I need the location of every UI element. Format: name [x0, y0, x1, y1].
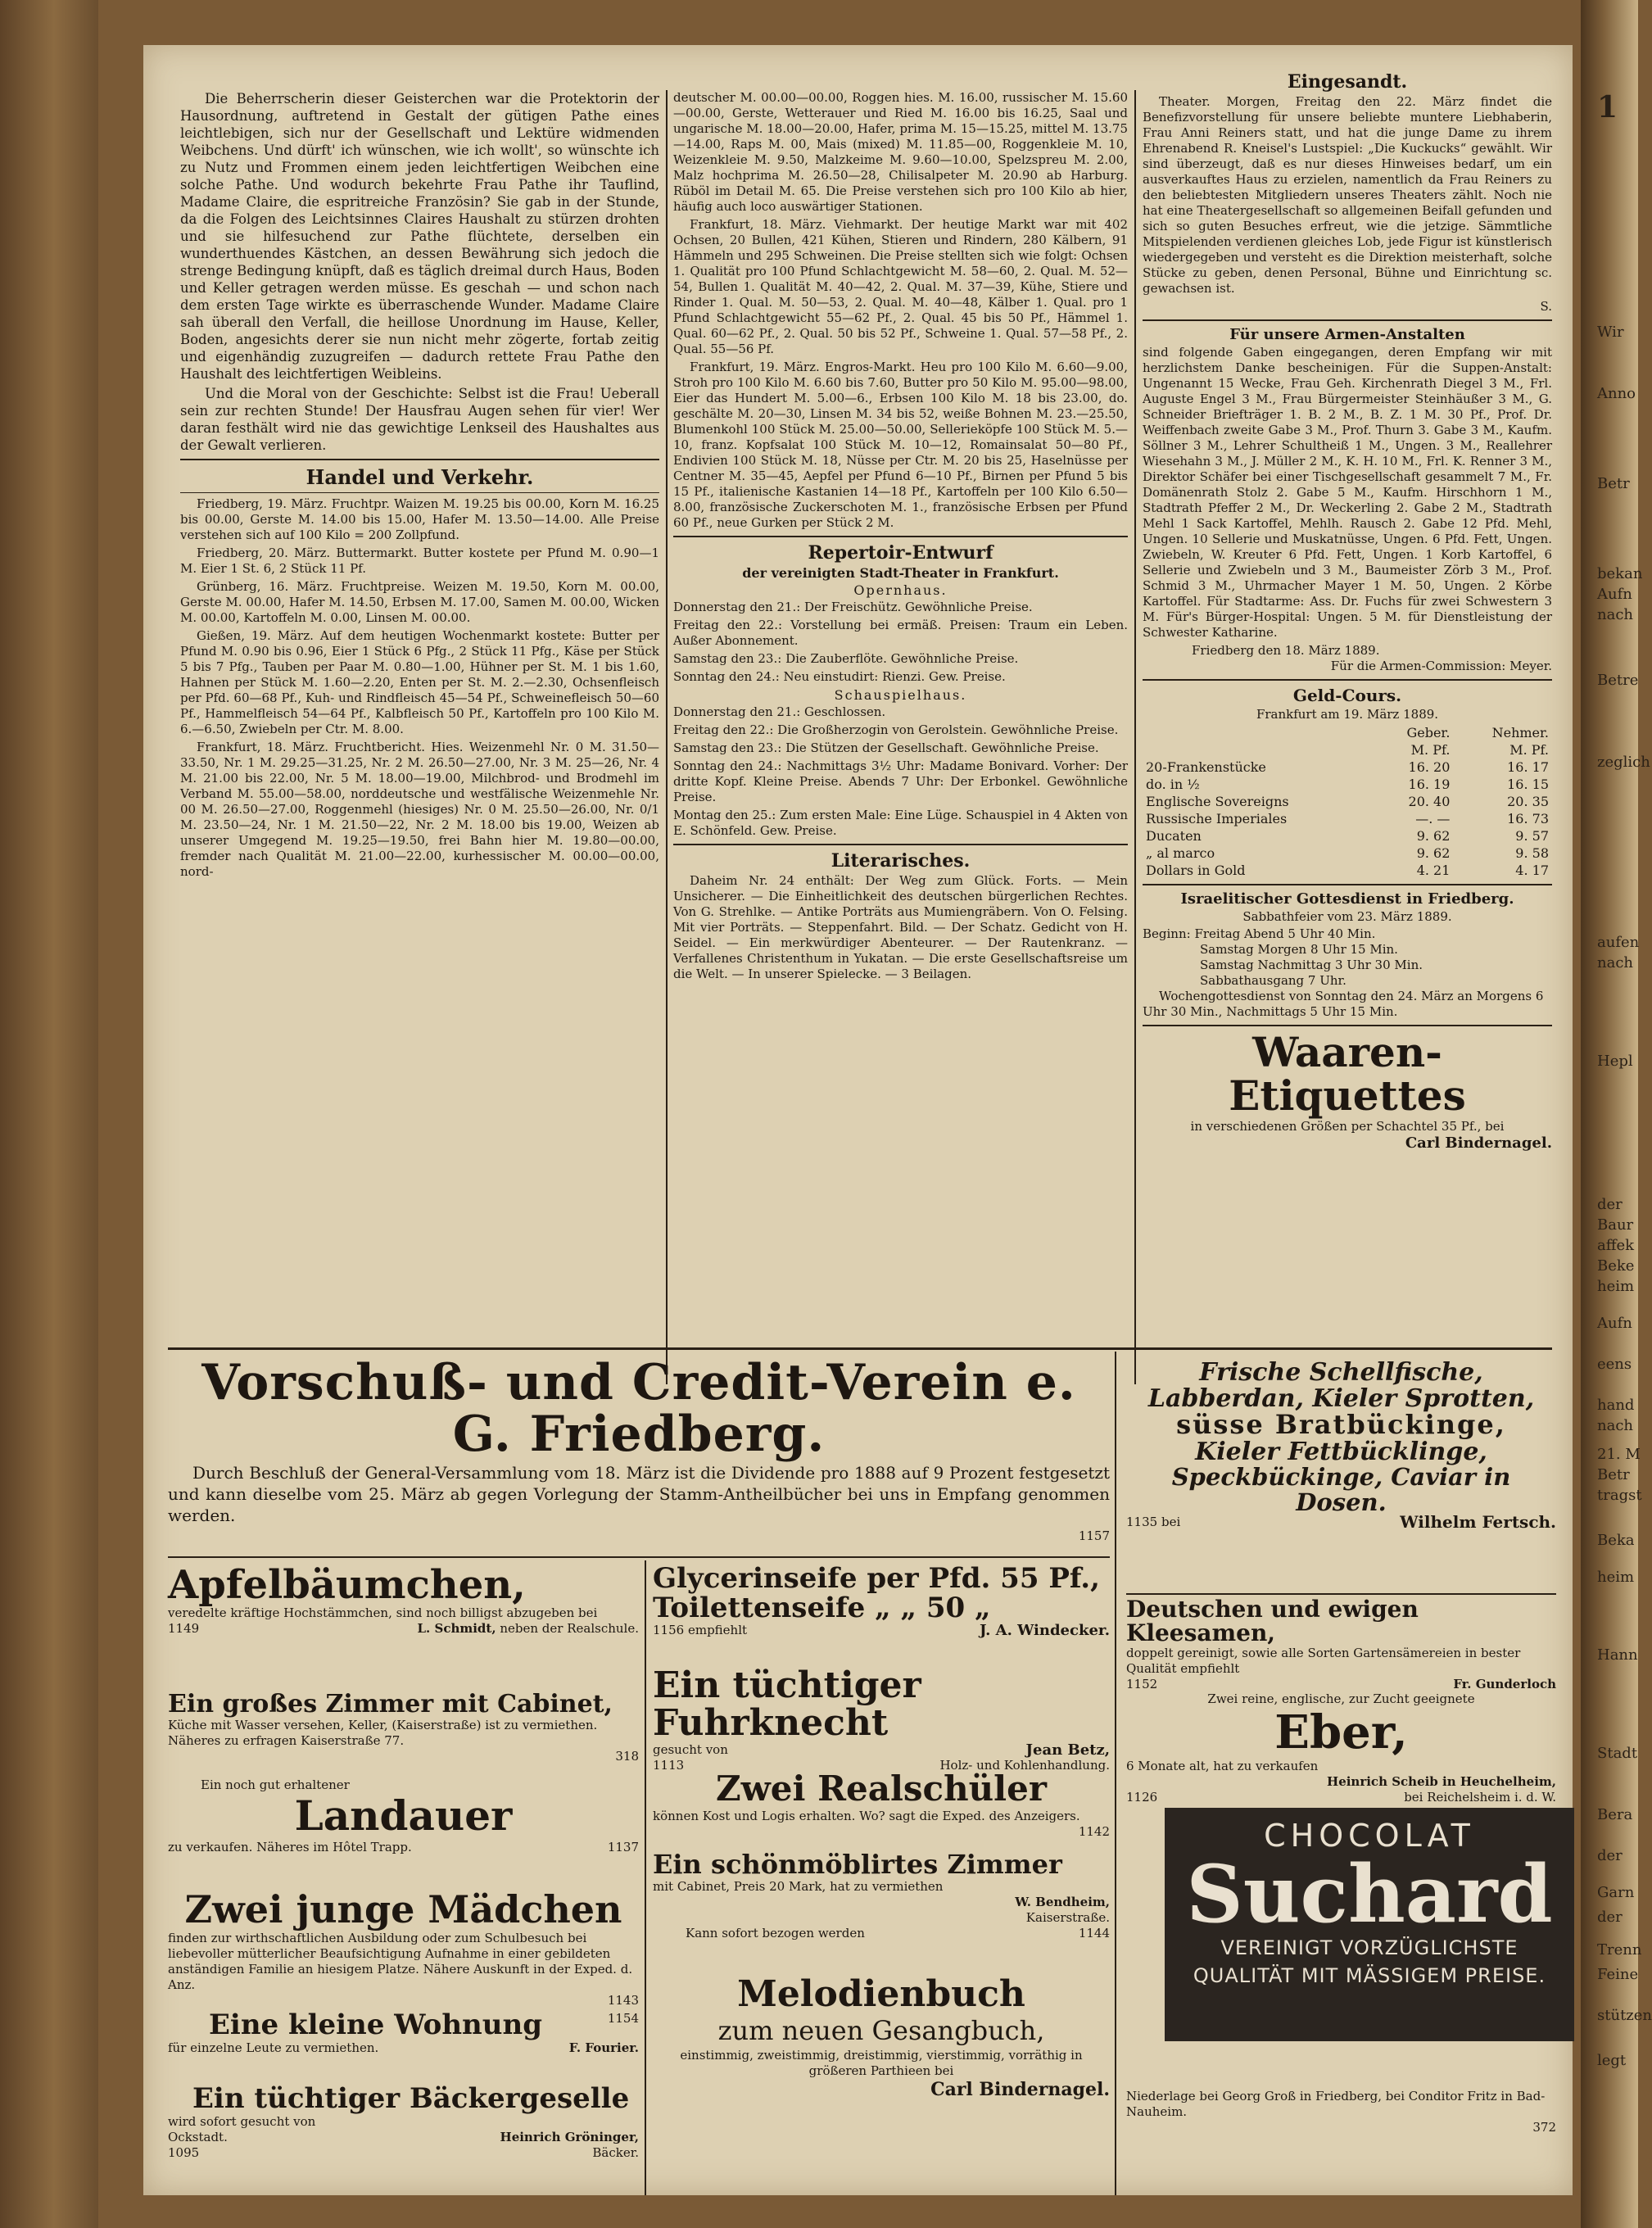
wohnung-number: 1154 — [607, 2011, 639, 2026]
armen-text: sind folgende Gaben eingegangen, deren Empfang wir mit herzlichstem Danke bescheinigen. Für die Suppen-Anstalt: Ungenannt 15 Wecke, Frau Geh. Kirchenrath Diegel 3 M., Frl. Auguste Engel 3 M., Frau Bürgermeister Steinhäußer 3 M., G. Schneider Briefträger 1. B. 2 M., B. Z. 1 M. 30 Pf., Prof. Dr. Weiffenbach zweite Gabe 3 M., Prof. Thurn 3. Gabe 3 M., Kaufm. Söllner 3 M., Lehrer Schultheiß 1 M., Ungen. 3 M., Reallehrer Wiesehahn 3 M., J. Müller 2 M., K. H. 10 M., Frl. K. Renner 3 M., Direktor Schäfer bei einer Tischgesellschaft gesammelt 7 M., Fr. Domänenrath Stolz 2. Gabe 5 M., Kaufm. Hirschhorn 1 M., Stadtrath Pfeffer 2 M., Dr. Weckerling 2. Gabe 2 M., Stadtrath Mehl 1 Sack Kartoffel, Mehlh. Rausch 2. Gabe 12 Pfd. Mehl, Ungen. 10 Sellerie und Muskatnüsse, Ungen. 6 Pfd. Fett, Ungen. Zwiebeln, W. Kreuter 6 Pfd. Fett, Ungen. 1 Korb Kartoffel, 6 Sellerie und Zwiebeln und 3 M., Baumeister Zörb 3 M., Prof. Schmid 3 M., Uhrmacher Mayer 1 M. 50, Ungen. 2 Körbe Kartoffel. Für Stadtarme: Ass. Dr. Fuchs für zwei Schwestern 3 M. Für's Bürger-Hospital: Ungen. 5 M. für Dienstleistung der Schwester Katharine. — [1143, 345, 1552, 640]
geld-subtitle: Frankfurt am 19. März 1889. — [1256, 707, 1439, 722]
edge-fragment: der — [1597, 1909, 1623, 1926]
edge-fragment: Betr — [1597, 1466, 1630, 1483]
ads-inner-rule — [645, 1560, 646, 2195]
gottesdienst-line: Wochengottesdienst von Sonntag den 24. März an Morgens 6 Uhr 30 Min., Nachmittags 5 Uhr 15 Min. — [1143, 989, 1544, 1019]
fuhrknecht-line — [653, 1742, 1110, 1758]
edge-fragment: heim — [1597, 1569, 1635, 1586]
suchard-line-1: VEREINIGT VORZÜGLICHSTE — [1220, 1936, 1518, 1959]
glycerin-sign: J. A. Windecker. — [980, 1622, 1110, 1640]
baecker-title: Ein tüchtiger Bäckergeselle — [192, 2082, 630, 2115]
landauer-pre: Ein noch gut erhaltener — [201, 1777, 350, 1792]
maedchen-number: 1143 — [607, 1993, 639, 2008]
edge-fragment: zeglich — [1597, 754, 1650, 771]
schauspiel-entry: Samstag den 23.: Die Stützen der Gesellschaft. Gewöhnliche Preise. — [673, 740, 1099, 755]
realschueler-ad — [653, 1769, 1110, 1847]
opern-entry: Sonntag den 24.: Neu einstudirt: Rienzi. Gew. Preise. — [673, 669, 1006, 684]
gottesdienst-line: Sabbathausgang 7 Uhr. — [1200, 973, 1346, 988]
realschueler-text: können Kost und Logis erhalten. Wo? sagt die Exped. des Anzeigers. — [653, 1809, 1080, 1824]
story-text: Die Beherrscherin dieser Geisterchen war die Protektorin der Hausordnung, auftretend in Gestalt der gütigen Pathe eines leichtlebigen, sich nur der Gesellschaft und Lektüre widmenden Weibchens. Und dürft' ich wünschen, wie ich wollt', so wünschte ich zu Nutz und Frommen einem jeden leichtfertigen Weibchen eine solche Pathe. Und wodurch bekehrte Frau Pathe ihr Tauflind, Madame Claire, die espritreiche Französin? Sie gab in der Stunde, da die Folgen des Leichtsinnes Claires Haushalt zu stürzen drohten und sie hilfesuchend zur Pathe flüchtete, derselben ein wunderthuendes Kästchen, an dessen Bewährung sich jedoch die strenge Bedingung knüpft, daß es täglich dreimal durch Haus, Boden und Keller getragen werden müsse. Es geschah — und schon nach dem ersten Tage wirkte es überraschende Wunder. Madame Claire sah überall den Verfall, die heillose Unordnung im Hause, Keller, Boden, angesichts derer sie nun nicht mehr zögerte, fortab zeitig und eigenhändig zuzugreifen — dadurch rettete Frau Pathe den Haushalt des leichtfertigen Weibleins. — [180, 91, 659, 382]
fisch-line: Speckbückinge, Caviar in Dosen. — [1171, 1463, 1511, 1516]
vorschuss-ad — [168, 1356, 1110, 1552]
suchard-text: Niederlage bei Georg Groß in Friedberg, bei Conditor Fritz in Bad-Nauheim. — [1126, 2089, 1546, 2119]
table-row: Ducaten 9. 62 9. 57 — [1146, 828, 1549, 844]
table-header: Geber. Nehmer. — [1406, 725, 1549, 740]
melodie-title: Melodienbuch — [737, 1973, 1025, 2015]
eber-text: 6 Monate alt, hat zu verkaufen — [1126, 1758, 1319, 1773]
glycerin-line-2: Toilettenseife „ „ 50 „ — [653, 1591, 991, 1624]
fisch-line: Frische Schellfische, — [1199, 1358, 1483, 1387]
column-rule — [1134, 90, 1136, 1384]
waaren-sign: Carl Bindernagel. — [1405, 1134, 1552, 1152]
repertoir-title: Repertoir-Entwurf — [808, 542, 993, 564]
zimmer-text: Küche mit Wasser versehen, Keller, (Kaiserstraße) ist zu vermiethen. Näheres zu erfragen Kaiserstraße 77. — [168, 1717, 598, 1748]
opern-entry: Donnerstag den 21.: Der Freischütz. Gewöhnliche Preise. — [673, 600, 1033, 614]
suchard-line-2: QUALITÄT MIT MÄSSIGEM PREISE. — [1193, 1963, 1546, 1987]
table-row: Englische Sovereigns 20. 40 20. 35 — [1146, 794, 1549, 809]
apfel-sign: L. Schmidt, neben der Realschule. — [417, 1621, 639, 1637]
edge-fragment: nach — [1597, 1417, 1633, 1434]
apfel-text: veredelte kräftige Hochstämmchen, sind noch billigst abzugeben bei — [168, 1605, 598, 1621]
divider — [1143, 1025, 1552, 1026]
baecker-sign-2: Bäcker. — [592, 2144, 639, 2160]
moebl-title: Ein schönmöblirtes Zimmer — [653, 1849, 1062, 1880]
eber-sign: Heinrich Scheib in Heuchelheim, — [1327, 1773, 1556, 1789]
column-rule — [666, 90, 668, 1384]
edge-fragment: Betr — [1597, 475, 1630, 492]
handel-item: Grünberg, 16. März. Fruchtpreise. Weizen M. 19.50, Korn M. 00.00, Gerste M. 00.00, Hafer M. 14.50, Erbsen M. 17.00, Samen M. 00.00, Wicken M. 00.00, Kartoffeln M. 0.00, Linsen M. 00.00. — [180, 579, 659, 625]
edge-fragment: Hann — [1597, 1646, 1638, 1664]
maedchen-ad — [168, 1888, 639, 2011]
divider — [180, 492, 659, 493]
edge-fragment: affek — [1597, 1237, 1635, 1254]
ads-divider — [168, 1347, 1552, 1350]
edge-fragment: Betre — [1597, 672, 1639, 689]
edge-fragment: Hepl — [1597, 1053, 1633, 1070]
table-units: M. Pf. M. Pf. — [1410, 742, 1549, 758]
edge-fragment: Beka — [1597, 1532, 1635, 1549]
handel-item: Frankfurt, 19. März. Engros-Markt. Heu pro 100 Kilo M. 6.60—9.00, Stroh pro 100 Kilo M. 6.60 bis 7.60, Butter pro 50 Kilo M. 95.00—98.00, Eier das Hundert M. 5.00—6., Erbsen 100 Kilo M. 18 bis 23.00, do. geschälte M. 20—30, Linsen M. 34 bis 52, weiße Bohnen M. 23.—25.50, Blumenkohl 100 Stück M. 25.00—50.00, Sellerieköpfe 100 Stück M. 5.—10, franz. Kopfsalat 100 Stück M. 10—12, Romainsalat 50—80 Pf., Endivien 100 Stück M. 18, Nüsse per Ctr. M. 20 bis 25, Haselnüsse per Centner M. 35—45, Aepfel per Pfund 6—10 Pf., Birnen per Pfund 5 bis 15 Pf., italienische Kastanien 14—18 Pf., Kartoffeln per 100 Kilo 6.50—8.00, französische Zuckerschoten M. 1., französische Erbsen per Pfund 60 Pf., neue Gurken per Stück 2 M. — [673, 360, 1128, 530]
schauspiel-entry: Montag den 25.: Zum ersten Male: Eine Lüge. Schauspiel in 4 Akten von E. Schönfeld. Gew. Preise. — [673, 808, 1128, 838]
glycerin-pre: 1156 empfiehlt — [653, 1623, 748, 1638]
apfel-number: 1149 — [168, 1621, 200, 1637]
armen-sign: Für die Armen-Commission: Meyer. — [1330, 659, 1552, 673]
klee-title: Deutschen und ewigen Kleesamen, — [1126, 1596, 1419, 1647]
zimmer-ad — [168, 1691, 639, 1782]
moebl-ad — [653, 1851, 1110, 1974]
waaren-line: in verschiedenen Größen per Schachtel 35 Pf., bei — [1190, 1119, 1505, 1134]
vorschuss-title: Vorschuß- und Credit-Verein e. G. Friedberg. — [201, 1354, 1076, 1463]
column-3 — [1143, 70, 1552, 1384]
opern-entry: Samstag den 23.: Die Zauberflöte. Gewöhnliche Preise. — [673, 651, 1019, 666]
divider — [1126, 1593, 1556, 1595]
fuhrknecht-number: 1113 — [653, 1758, 685, 1773]
fuhrknecht-sign: Jean Betz, — [1025, 1741, 1110, 1759]
vorschuss-text: Durch Beschluß der General-Versammlung vom 18. März ist die Dividende pro 1888 auf 9 Prozent festgesetzt und kann dieselbe vom 25. März ab gegen Vorlegung der Stamm-Antheilbücher bei uns in Empfang genommen werden. — [168, 1463, 1110, 1525]
eber-footer — [1126, 1790, 1556, 1805]
edge-fragment: der — [1597, 1196, 1623, 1213]
edge-fragment: eens — [1597, 1356, 1632, 1373]
divider — [673, 844, 1128, 845]
gottesdienst-line: Beginn: Freitag Abend 5 Uhr 40 Min. — [1143, 926, 1376, 941]
gottesdienst-line: Samstag Nachmittag 3 Uhr 30 Min. — [1200, 958, 1423, 972]
fisch-footer — [1126, 1511, 1556, 1532]
landauer-text: zu verkaufen. Näheres im Hôtel Trapp. — [168, 1839, 412, 1854]
adjacent-page-edge — [1581, 0, 1652, 2228]
handel-item: Friedberg, 20. März. Buttermarkt. Butter kostete per Pfund M. 0.90—1 M. Eier 1 St. 6, 2 Stück 11 Pf. — [180, 546, 659, 576]
divider — [1143, 679, 1552, 681]
opern-entry: Freitag den 22.: Vorstellung bei ermäß. Preisen: Traum ein Leben. Außer Abonnement. — [673, 618, 1128, 648]
table-row: 20-Frankenstücke 16. 20 16. 17 — [1146, 759, 1549, 775]
baecker-number: 1095 — [168, 2144, 200, 2160]
edge-fragment: aufen — [1597, 934, 1640, 951]
edge-fragment: hand — [1597, 1397, 1635, 1414]
vorschuss-number: 1157 — [1078, 1528, 1110, 1543]
wohnung-title: Eine kleine Wohnung — [209, 2008, 542, 2041]
landauer-title: Landauer — [294, 1791, 513, 1840]
moebl-sign: W. Bendheim, Kaiserstraße. — [1015, 1894, 1110, 1925]
apfel-title: Apfelbäumchen, — [168, 1562, 526, 1608]
divider — [1143, 319, 1552, 321]
baecker-ad — [168, 2082, 639, 2191]
armen-title: Für unsere Armen-Anstalten — [1229, 326, 1465, 343]
fisch-ad — [1126, 1360, 1556, 1589]
glycerin-ad — [653, 1562, 1110, 1667]
fuhrknecht-ad — [653, 1664, 1110, 1773]
divider — [180, 459, 659, 460]
moebl-footer — [653, 1926, 1110, 1941]
edge-fragment: Feine — [1597, 1966, 1639, 1983]
edge-fragment: Baur — [1597, 1216, 1634, 1234]
handel-title: Handel und Verkehr. — [306, 465, 534, 489]
geld-title: Geld-Cours. — [1292, 686, 1402, 705]
eber-pre: Zwei reine, englische, zur Zucht geeignete — [1207, 1691, 1475, 1706]
fuhrknecht-sign-2: Holz- und Kohlenhandlung. — [939, 1758, 1110, 1773]
eingesandt-sign: S. — [1540, 299, 1552, 314]
moebl-text: mit Cabinet, Preis 20 Mark, hat zu vermiethen — [653, 1878, 944, 1894]
edge-fragment: legt — [1597, 2052, 1627, 2069]
edge-fragment: Stadt — [1597, 1745, 1638, 1762]
edge-fragment: 21. M — [1597, 1446, 1641, 1463]
fuhrknecht-text: gesucht von — [653, 1742, 728, 1758]
edge-fragment: bekan — [1597, 565, 1643, 582]
lit-title: Literarisches. — [831, 850, 971, 872]
table-row: do. in ½ 16. 19 16. 15 — [1146, 777, 1549, 792]
edge-fragment: heim — [1597, 1278, 1635, 1295]
baecker-footer-2 — [168, 2145, 639, 2161]
melodie-sign: Carl Bindernagel. — [930, 2079, 1110, 2101]
suchard-top: CHOCOLAT — [1264, 1818, 1475, 1854]
handel-item: Friedberg, 19. März. Fruchtpr. Waizen M. 19.25 bis 00.00, Korn M. 16.25 bis 00.00, Gerste M. 14.00 bis 15.00, Hafer M. 13.50—14.00. Alle Preise verstehen sich auf 100 Kilo = 200 Zollpfund. — [180, 496, 659, 542]
opernhaus-heading: Opernhaus. — [853, 582, 948, 598]
story-moral: Und die Moral von der Geschichte: Selbst ist die Frau! Ueberall sein zur rechten Stunde! Der Hausfrau Augen sehen für vier! Wer daran festhält wird nie das gewichtige Lenkseil des Haushaltes aus der Gewalt verlieren. — [180, 386, 659, 453]
edge-fragment: Trenn — [1597, 1941, 1642, 1959]
edge-fragment: nach — [1597, 606, 1633, 623]
edge-fragment: Aufn — [1597, 1315, 1632, 1332]
wohnung-sign: F. Fourier. — [568, 2040, 639, 2055]
eber-number: 1126 — [1126, 1789, 1158, 1805]
table-row: Dollars in Gold 4. 21 4. 17 — [1146, 863, 1549, 878]
edge-fragment: Garn — [1597, 1884, 1635, 1901]
handel-item: Frankfurt, 18. März. Fruchtbericht. Hies. Weizenmehl Nr. 0 M. 31.50—33.50, Nr. 1 M. 29.25—31.25, Nr. 2 M. 26.50—27.00, Nr. 3 M. 25—26, Nr. 4 M. 21.00 bis 22.00, Nr. 5 M. 18.00—19.00, Milchbrod- und Brodmehl im Verband M. 55.00—58.00, norddeutsche und westfälische Weizenmehle Nr. 00 M. 26.50—27.00, Roggenmehl (hiesiges) Nr. 0 M. 25.50—26.00, Nr. 0/1 M. 23.50—24, Nr. 1 M. 21.50—22, Nr. 2 M. 18.00 bis 19.00, Weizen ab unserer Umgegend M. 19.25—19.50, frei Bahn hier M. 19.80—00.00, fremder nach Qualität M. 21.00—22.00, kurhessischer M. 00.00—00.00, nord- — [180, 740, 659, 879]
eber-sign-2: bei Reichelsheim i. d. W. — [1404, 1789, 1556, 1805]
wohnung-ad — [168, 2008, 639, 2093]
suchard-ad — [1165, 1808, 1574, 2041]
suchard-name: Suchard — [1186, 1848, 1553, 1940]
melodie-subtitle: zum neuen Gesangbuch, — [717, 2015, 1045, 2047]
edge-fragment: Aufn — [1597, 586, 1632, 603]
fisch-line: Labberdan, Kieler Sprotten, — [1147, 1383, 1535, 1413]
moebl-text-2: Kann sofort bezogen werden — [686, 1925, 865, 1940]
fuhrknecht-title: Ein tüchtiger Fuhrknecht — [653, 1664, 921, 1745]
maedchen-text: finden zur wirthschaftlichen Ausbildung oder zum Schulbesuch bei liebevoller mütterlicher Beaufsichtigung Aufnahme in einer gebildeten anständigen Familie an hiesigem Platze. Nähere Auskunft in der Exped. d. Anz. — [168, 1931, 633, 1993]
divider — [673, 536, 1128, 537]
waaren-title: Waaren-Etiquettes — [1229, 1028, 1466, 1120]
landauer-ad — [168, 1777, 639, 1884]
geld-table — [1143, 724, 1552, 879]
edge-fragment: tragst — [1597, 1487, 1642, 1504]
schauspiel-entry: Sonntag den 24.: Nachmittags 3½ Uhr: Madame Bonivard. Vorher: Der dritte Kopf. Kleine Preise. Abends 7 Uhr: Der Erbonkel. Gewöhnliche Preise. — [673, 759, 1128, 804]
schauspiel-entry: Freitag den 22.: Die Großherzogin von Gerolstein. Gewöhnliche Preise. — [673, 722, 1119, 737]
zimmer-title: Ein großes Zimmer mit Cabinet, — [168, 1690, 613, 1719]
column-2 — [673, 90, 1128, 1384]
klee-number: 1152 — [1126, 1676, 1158, 1691]
book-binding — [0, 0, 98, 2228]
realschueler-title: Zwei Realschüler — [715, 1768, 1047, 1809]
handel-item: deutscher M. 00.00—00.00, Roggen hies. M. 16.00, russischer M. 15.60—00.00, Gerste, Wetterauer und Ried M. 16.00 bis 16.25, Saal und ungarische M. 18.00—20.00, Hafer, prima M. 15—15.25, mittel M. 13.75—14.00, Raps M. 00, Mais (mixed) M. 11.85—00, Roggenkleie M. 10, Weizenkleie M. 9.50, Malzkeime M. 9.60—10.00, Spelzspreu M. 2.00, Malz hochprima M. 26.50—28, Chilisalpeter M. 20.90 ab Harburg. Rüböl im Detail M. 65. Die Preise verstehen sich pro 100 Kilo ab hier, häufig auch loco auswärtiger Stationen. — [673, 90, 1128, 214]
table-row: Russische Imperiales —. — 16. 73 — [1146, 811, 1549, 826]
repertoir-subtitle: der vereinigten Stadt-Theater in Frankfurt. — [742, 565, 1059, 581]
glycerin-line-1: Glycerinseife per Pfd. 55 Pf., — [653, 1562, 1100, 1595]
fisch-line: süsse Bratbückinge, — [1176, 1409, 1506, 1440]
edge-fragment: 1 — [1597, 90, 1618, 125]
schauspiel-entry: Donnerstag den 21.: Geschlossen. — [673, 704, 886, 719]
baecker-footer — [168, 2130, 639, 2145]
wohnung-footer — [168, 2040, 639, 2056]
klee-footer — [1126, 1677, 1556, 1692]
edge-fragment: Bera — [1597, 1806, 1633, 1823]
klee-ad — [1126, 1597, 1556, 1691]
baecker-text: wird sofort gesucht von — [168, 2113, 316, 2129]
apfel-footer — [168, 1621, 639, 1637]
fisch-line: Kieler Fettbücklinge, — [1195, 1437, 1487, 1466]
edge-fragment: Beke — [1597, 1257, 1635, 1275]
gottesdienst-subtitle: Sabbathfeier vom 23. März 1889. — [1242, 909, 1452, 924]
divider — [168, 1556, 1110, 1558]
melodie-ad — [653, 1974, 1110, 2187]
eber-title: Eber, — [1274, 1705, 1408, 1759]
edge-fragment: Wir — [1597, 324, 1624, 341]
armen-date: Friedberg den 18. März 1889. — [1192, 643, 1380, 658]
edge-fragment: Anno — [1597, 385, 1636, 402]
handel-item: Frankfurt, 18. März. Viehmarkt. Der heutige Markt war mit 402 Ochsen, 20 Bullen, 421 Kühen, Stieren und Rindern, 280 Kälbern, 91 Hämmeln und 295 Schweinen. Die Preise stellten sich wie folgt: Ochsen 1. Qualität pro 100 Pfund Schlachtgewicht M. 58—60, 2. Qual. M. 52—54, Bullen 1. Qualität M. 40—42, 2. Qual. M. 37—39, Kühe, Stiere und Rinder 1. Qual. M. 50—53, 2. Qual. M. 40—48, Kälber 1. Qual. pro 1 Pfund Schlachtgewicht 55—62 Pf., 2. Qual. 45 bis 50 Pf., Hämmel 1. Qual. 60—62 Pf., 2. Qual. 50 bis 52 Pf., Schweine 1. Qual. 57—58 Pf., 2. Qual. 55—56 Pf. — [673, 217, 1128, 356]
gottesdienst-title: Israelitischer Gottesdienst in Friedberg. — [1180, 890, 1514, 908]
ads-column-rule — [1115, 1352, 1116, 2195]
suchard-number: 372 — [1532, 2120, 1556, 2135]
landauer-footer — [168, 1840, 639, 1855]
schauspielhaus-heading: Schauspielhaus. — [834, 687, 967, 703]
wohnung-header — [168, 2008, 639, 2041]
handel-item: Gießen, 19. März. Auf dem heutigen Wochenmarkt kostete: Butter per Pfund M. 0.90 bis 0.96, Eier 1 Stück 6 Pfg., 2 Stück 11 Pfg., Käse per Stück 5 bis 7 Pfg., Tauben per Paar M. 0.80—1.00, Hühner per St. M. 1 bis 1.60, Hahnen per Stück M. 1.60—2.20, Enten per St. M. 2.—2.30, Ochsenfleisch per Pfd. 60—68 Pf., Kuh- und Rindfleisch 45—54 Pf., Schweinefleisch 50—60 Pf., Hammelfleisch 54—64 Pf., Kalbfleisch 50 Pf., Kartoffeln pro 100 Kilo M. 6.—6.50, Zwiebeln per Ctr. M. 8.00. — [180, 628, 659, 736]
baecker-place: Ockstadt. — [168, 2129, 228, 2144]
fisch-number: 1135 bei — [1126, 1514, 1181, 1529]
landauer-number: 1137 — [607, 1839, 639, 1854]
edge-fragment: stützen — [1597, 2007, 1652, 2024]
eingesandt-title: Eingesandt. — [1287, 71, 1408, 93]
klee-sign: Fr. Gunderloch — [1453, 1676, 1556, 1691]
realschueler-number: 1142 — [1078, 1824, 1110, 1840]
fisch-sign: Wilhelm Fertsch. — [1400, 1511, 1556, 1532]
klee-text: doppelt gereinigt, sowie alle Sorten Gartensämereien in bester Qualität empfiehlt — [1126, 1645, 1521, 1676]
wohnung-text: für einzelne Leute zu vermiethen. — [168, 2040, 379, 2055]
table-row: „ al marco 9. 62 9. 58 — [1146, 845, 1549, 861]
suchard-caption — [1126, 2089, 1556, 2154]
column-1 — [180, 90, 659, 1335]
gottesdienst-line: Samstag Morgen 8 Uhr 15 Min. — [1200, 942, 1398, 957]
divider — [1143, 884, 1552, 885]
glycerin-footer — [653, 1623, 1110, 1638]
maedchen-title: Zwei junge Mädchen — [184, 1887, 622, 1931]
eingesandt-text: Theater. Morgen, Freitag den 22. März findet die Benefizvorstellung für unsere beliebte muntere Liebhaberin, Frau Anni Reiners statt, und hat die junge Dame zu ihrem Ehrenabend R. Kneisel's Lustspiel: „Die Kuckucks“ gewählt. Wir sind überzeugt, daß es nur dieses Hinweises bedarf, um ein ausverkauftes Haus zu erzielen, namentlich da Frau Reiners zu den beliebtesten Mitgliedern unseres Theaters zählt. Noch nie hat eine Theatergesellschaft so allgemeinen Beifall gefunden und sich so guten Besuches erfreut, wie die jetzige. Sämmtliche Mitspielenden verdienen gleiches Lob, jede Figur ist künstlerisch wiedergegeben und versteht es die Direktion meisterhaft, solche Stücke zu geben, denen Personal, Bühne und Einrichtung sc. gewachsen ist. — [1143, 94, 1552, 296]
zimmer-number: 318 — [615, 1748, 639, 1764]
apfel-ad — [168, 1562, 639, 1687]
melodie-text: einstimmig, zweistimmig, dreistimmig, vierstimmig, vorräthig in größeren Parthieen bei — [680, 2048, 1083, 2079]
edge-fragment: der — [1597, 1847, 1623, 1864]
baecker-sign: Heinrich Gröninger, — [500, 2129, 639, 2144]
lit-text: Daheim Nr. 24 enthält: Der Weg zum Glück. Forts. — Mein Unsicherer. — Die Einheitlichkeit des deutschen bürgerlichen Rechtes. Von G. Strehlke. — Antike Porträts aus Mumiengräbern. Von O. Felsing. Mit vier Porträts. — Steppenfahrt. Bild. — Der Schatz. Gedicht von H. Seidel. — Ein merkwürdiger Abenteurer. — Der Rautenkranz. — Verfallenes Christenthum in Yukatan. — Die erste Gesellschaftsreise um die Welt. — In unserer Spielecke. — 3 Beilagen. — [673, 873, 1128, 981]
edge-fragment: nach — [1597, 954, 1633, 971]
moebl-number: 1144 — [1078, 1925, 1110, 1940]
